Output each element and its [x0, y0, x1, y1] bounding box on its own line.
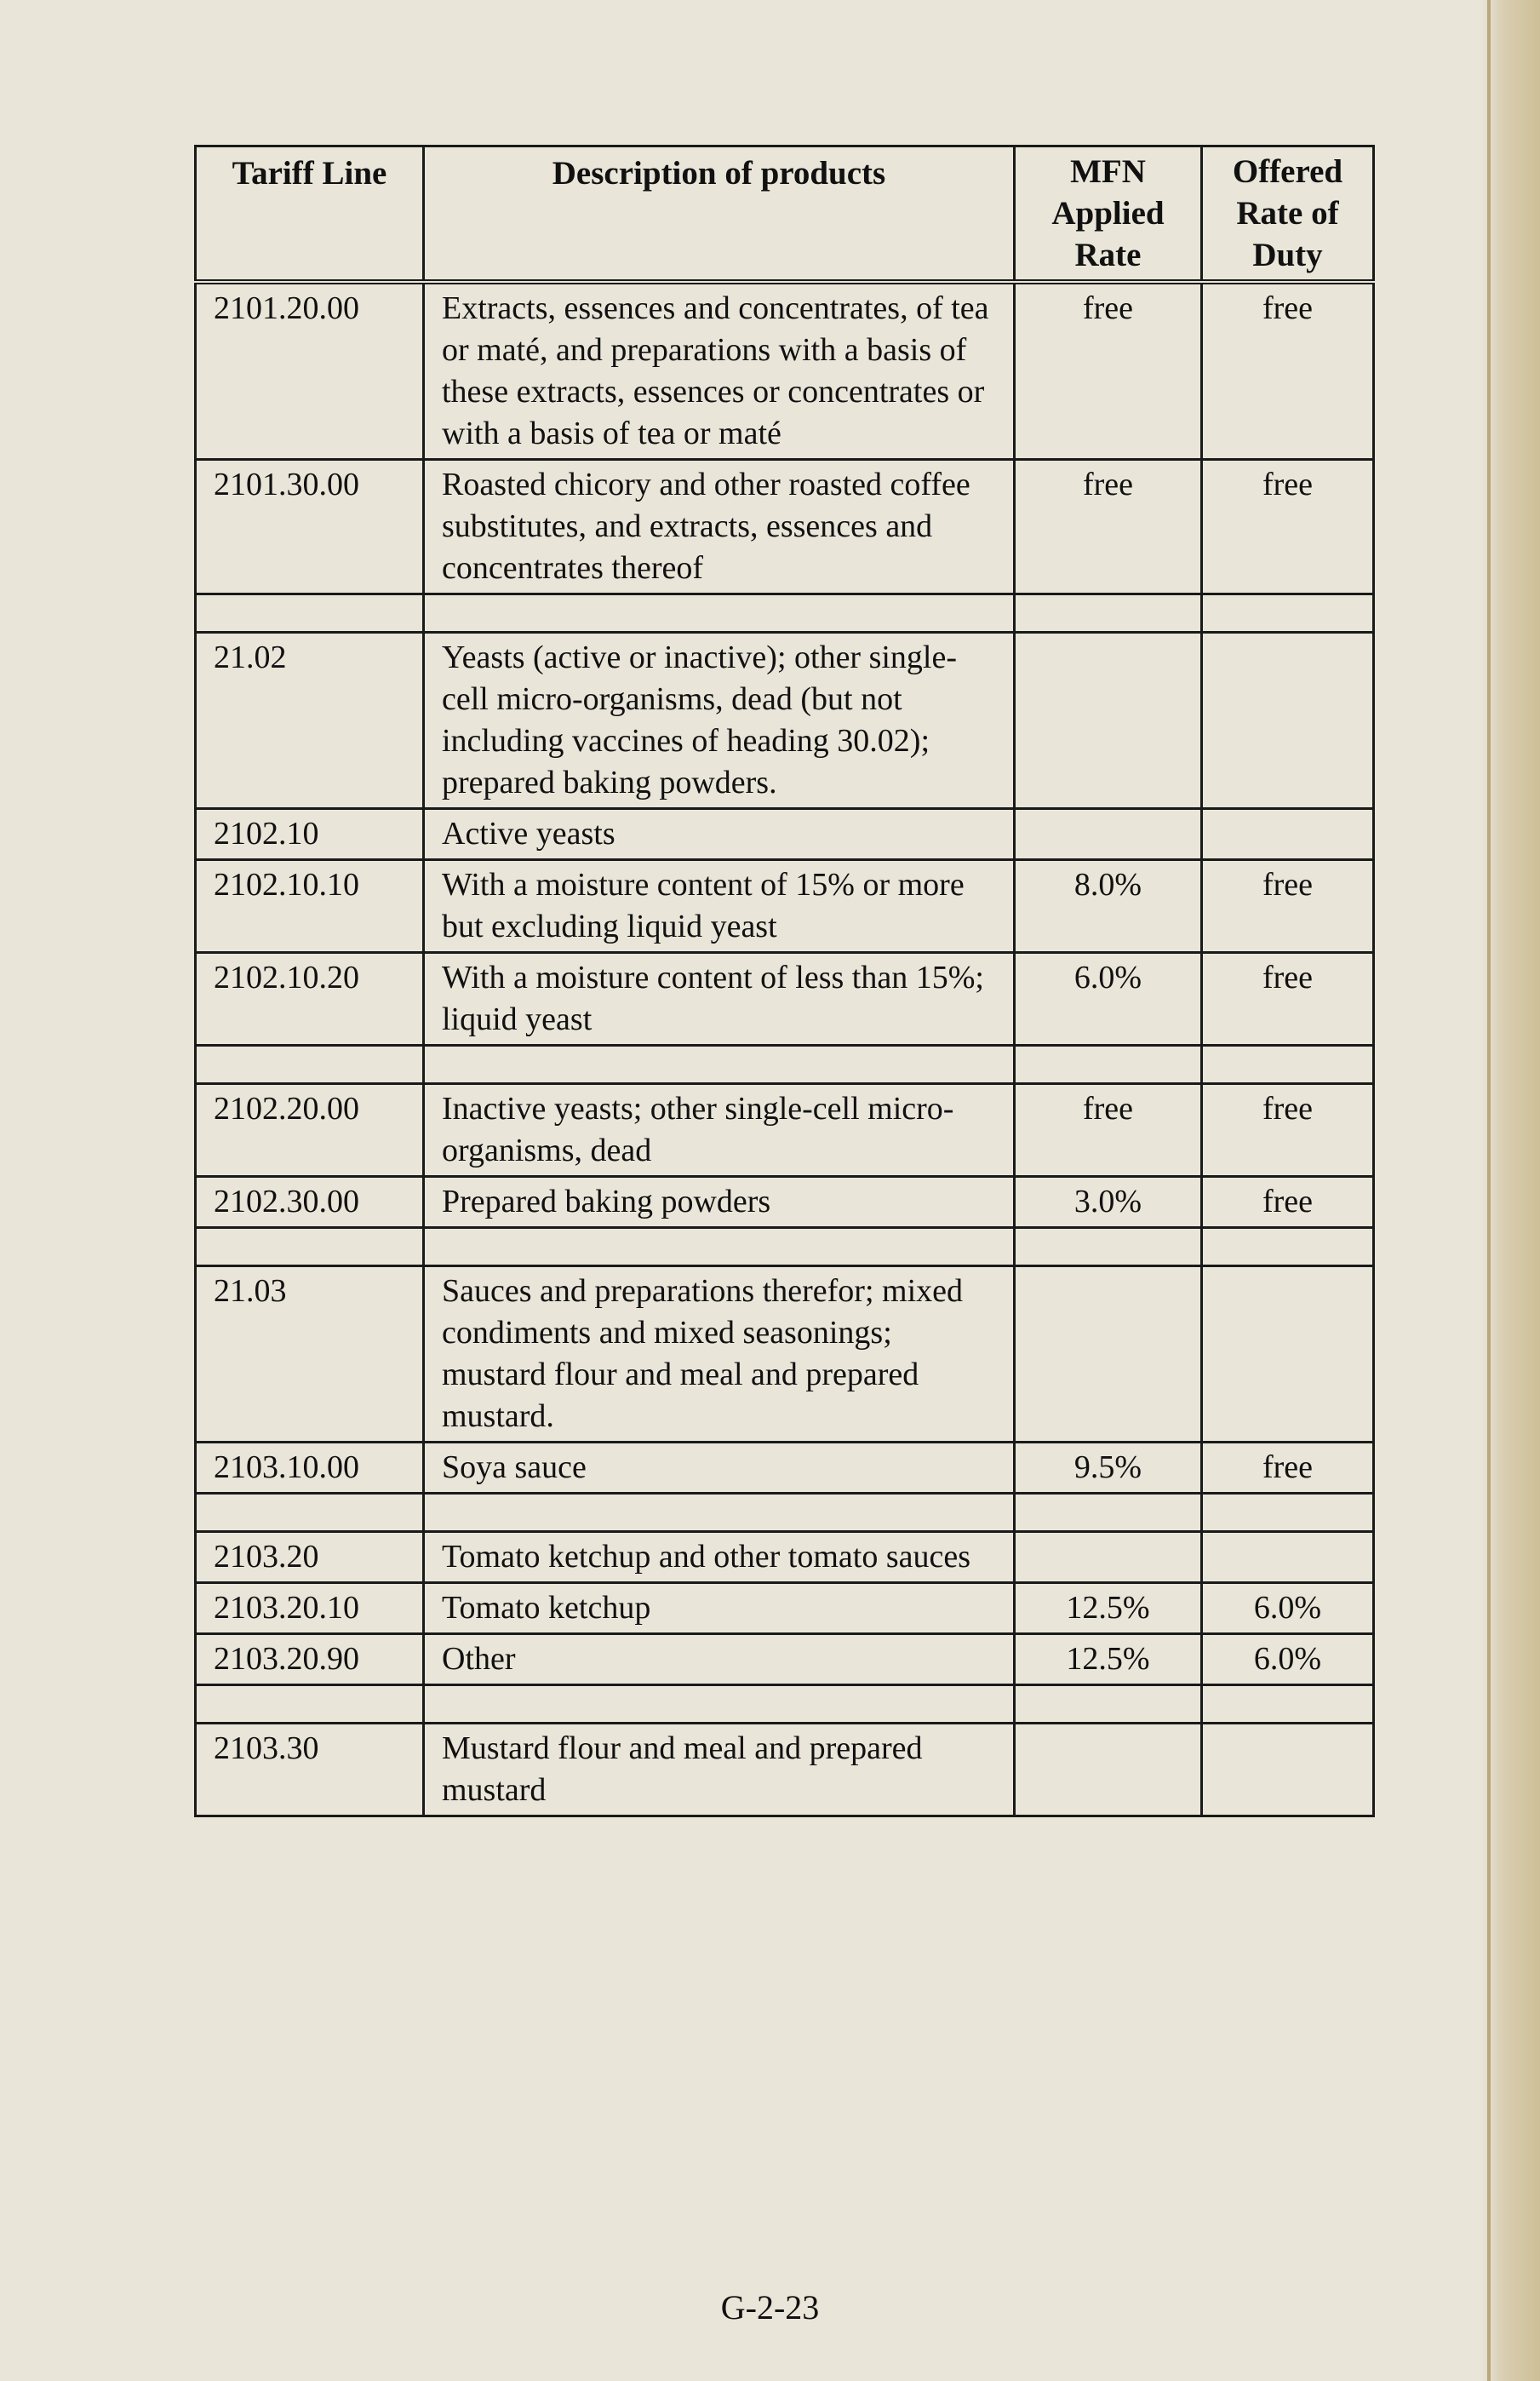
table-header-row [196, 146, 1374, 283]
table-body [196, 282, 1374, 1816]
header-tariff-line: Tariff Line [196, 146, 424, 283]
description-cell [424, 594, 1015, 633]
table-row [196, 809, 1374, 860]
tariff-line-cell [196, 1494, 424, 1532]
tariff-line-cell: 2103.20.10 [196, 1583, 424, 1634]
description-cell: Sauces and preparations therefor; mixed condiments and mixed seasonings; mustard flour and meal and prepared mustard. [424, 1266, 1015, 1443]
mfn-rate-cell [1015, 633, 1202, 809]
table-row [196, 1084, 1374, 1177]
header-description: Description of products [424, 146, 1015, 283]
tariff-line-cell: 2103.20 [196, 1532, 424, 1583]
offered-rate-cell [1202, 1228, 1374, 1266]
mfn-rate-cell [1015, 594, 1202, 633]
tariff-table [194, 145, 1375, 1817]
description-cell: Tomato ketchup and other tomato sauces [424, 1532, 1015, 1583]
mfn-rate-cell [1015, 1685, 1202, 1724]
offered-rate-cell [1202, 809, 1374, 860]
table-row [196, 1724, 1374, 1816]
header-offered-rate [1202, 146, 1374, 283]
description-cell [424, 1494, 1015, 1532]
table-row [196, 594, 1374, 633]
tariff-line-cell: 2103.20.90 [196, 1634, 424, 1685]
description-cell: Roasted chicory and other roasted coffee substitutes, and extracts, essences and concentrates thereof [424, 460, 1015, 594]
mfn-rate-cell [1015, 1532, 1202, 1583]
tariff-line-cell: 2101.30.00 [196, 460, 424, 594]
table-row [196, 1177, 1374, 1228]
offered-rate-cell [1202, 1724, 1374, 1816]
header-offered-line: Rate of [1236, 195, 1339, 232]
description-cell: With a moisture content of 15% or more but excluding liquid yeast [424, 860, 1015, 953]
description-cell: Yeasts (active or inactive); other single-cell micro-organisms, dead (but not including vaccines of heading 30.02); prepared baking powders. [424, 633, 1015, 809]
tariff-line-cell: 21.02 [196, 633, 424, 809]
offered-rate-cell: free [1202, 953, 1374, 1046]
table-row [196, 1228, 1374, 1266]
page-number: G-2-23 [720, 2288, 820, 2326]
header-offered-line: Duty [1252, 237, 1323, 273]
tariff-line-cell: 2101.20.00 [196, 282, 424, 460]
tariff-line-cell [196, 1046, 424, 1084]
offered-rate-cell: free [1202, 1177, 1374, 1228]
table-row [196, 1583, 1374, 1634]
table-row [196, 1046, 1374, 1084]
mfn-rate-cell [1015, 809, 1202, 860]
mfn-rate-cell: 3.0% [1015, 1177, 1202, 1228]
mfn-rate-cell: 9.5% [1015, 1443, 1202, 1494]
description-cell: Other [424, 1634, 1015, 1685]
tariff-line-cell: 21.03 [196, 1266, 424, 1443]
mfn-rate-cell: 8.0% [1015, 860, 1202, 953]
tariff-table-container [194, 145, 1372, 1817]
tariff-line-cell [196, 594, 424, 633]
tariff-line-cell: 2102.10.10 [196, 860, 424, 953]
table-row [196, 1532, 1374, 1583]
mfn-rate-cell [1015, 1228, 1202, 1266]
offered-rate-cell [1202, 594, 1374, 633]
mfn-rate-cell [1015, 1046, 1202, 1084]
description-cell: Extracts, essences and concentrates, of tea or maté, and preparations with a basis of these extracts, essences or concentrates or with a basis of tea or maté [424, 282, 1015, 460]
mfn-rate-cell [1015, 1724, 1202, 1816]
description-cell: Active yeasts [424, 809, 1015, 860]
tariff-line-cell: 2102.20.00 [196, 1084, 424, 1177]
offered-rate-cell [1202, 633, 1374, 809]
tariff-line-cell [196, 1228, 424, 1266]
tariff-line-cell: 2103.30 [196, 1724, 424, 1816]
table-row [196, 953, 1374, 1046]
page-edge-line [1487, 0, 1491, 2381]
mfn-rate-cell: free [1015, 460, 1202, 594]
mfn-rate-cell: 6.0% [1015, 953, 1202, 1046]
description-cell [424, 1228, 1015, 1266]
tariff-line-cell: 2102.30.00 [196, 1177, 424, 1228]
offered-rate-cell: 6.0% [1202, 1583, 1374, 1634]
offered-rate-cell: free [1202, 1084, 1374, 1177]
table-row [196, 282, 1374, 460]
offered-rate-cell [1202, 1685, 1374, 1724]
offered-rate-cell [1202, 1494, 1374, 1532]
table-row [196, 1685, 1374, 1724]
tariff-line-cell: 2102.10 [196, 809, 424, 860]
table-row [196, 1266, 1374, 1443]
description-cell: Mustard flour and meal and prepared mustard [424, 1724, 1015, 1816]
table-row [196, 633, 1374, 809]
mfn-rate-cell: 12.5% [1015, 1583, 1202, 1634]
offered-rate-cell [1202, 1532, 1374, 1583]
tariff-line-cell [196, 1685, 424, 1724]
offered-rate-cell: free [1202, 282, 1374, 460]
table-row [196, 460, 1374, 594]
table-row [196, 860, 1374, 953]
description-cell: With a moisture content of less than 15%; liquid yeast [424, 953, 1015, 1046]
offered-rate-cell: free [1202, 1443, 1374, 1494]
description-cell [424, 1046, 1015, 1084]
offered-rate-cell: 6.0% [1202, 1634, 1374, 1685]
table-row [196, 1634, 1374, 1685]
offered-rate-cell: free [1202, 860, 1374, 953]
header-offered-line: Offered [1232, 153, 1343, 190]
mfn-rate-cell: free [1015, 282, 1202, 460]
header-mfn-line: Rate [1074, 237, 1142, 273]
description-cell [424, 1685, 1015, 1724]
description-cell: Prepared baking powders [424, 1177, 1015, 1228]
header-mfn-line: MFN [1070, 153, 1146, 190]
tariff-line-cell: 2103.10.00 [196, 1443, 424, 1494]
mfn-rate-cell [1015, 1494, 1202, 1532]
header-mfn-line: Applied [1051, 195, 1165, 232]
offered-rate-cell [1202, 1266, 1374, 1443]
mfn-rate-cell: free [1015, 1084, 1202, 1177]
offered-rate-cell [1202, 1046, 1374, 1084]
tariff-line-cell: 2102.10.20 [196, 953, 424, 1046]
description-cell: Soya sauce [424, 1443, 1015, 1494]
offered-rate-cell: free [1202, 460, 1374, 594]
header-mfn-rate [1015, 146, 1202, 283]
table-row [196, 1443, 1374, 1494]
mfn-rate-cell: 12.5% [1015, 1634, 1202, 1685]
description-cell: Tomato ketchup [424, 1583, 1015, 1634]
description-cell: Inactive yeasts; other single-cell micro-organisms, dead [424, 1084, 1015, 1177]
table-row [196, 1494, 1374, 1532]
mfn-rate-cell [1015, 1266, 1202, 1443]
